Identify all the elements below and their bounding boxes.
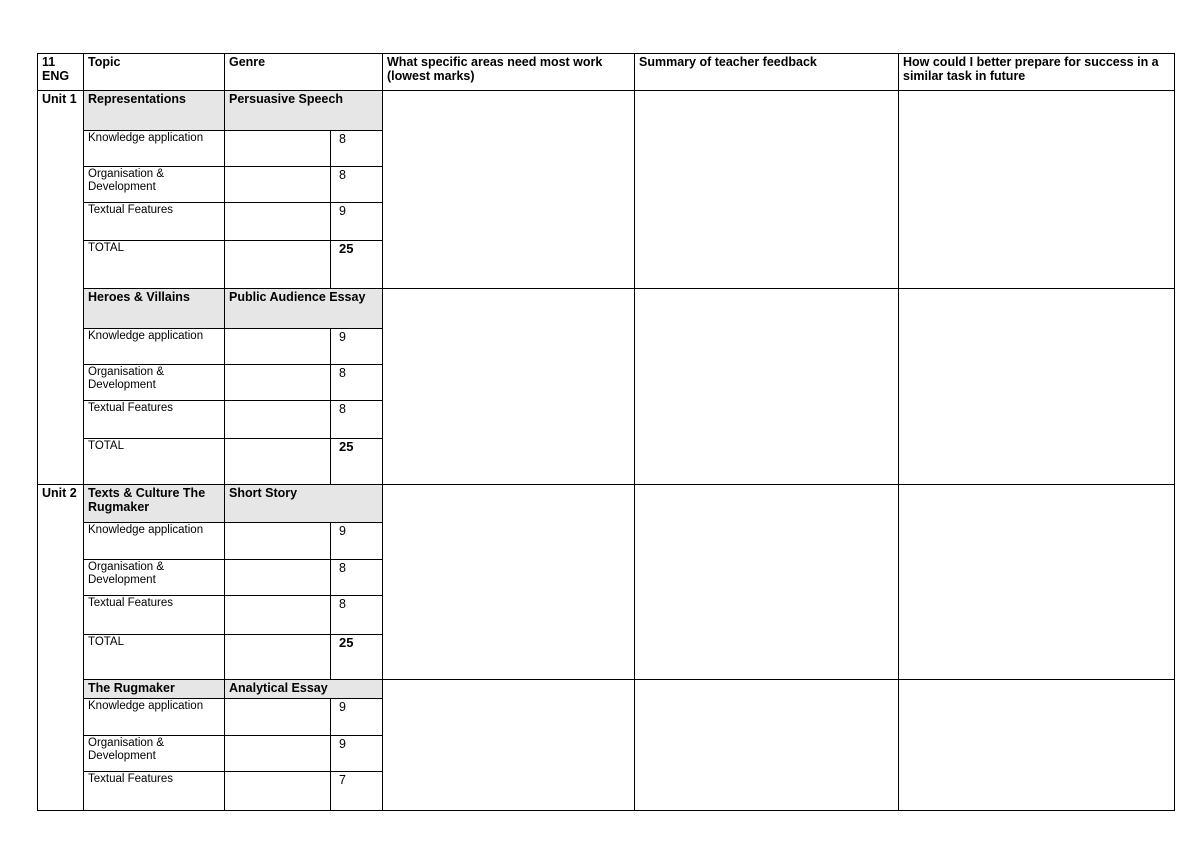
criterion-max: 8 (330, 400, 383, 439)
total-label: TOTAL (83, 634, 225, 680)
student-mark-cell[interactable] (224, 595, 331, 635)
criterion-name: Organisation & Development (83, 559, 225, 596)
total-label: TOTAL (83, 438, 225, 485)
task-topic: Texts & Culture The Rugmaker (83, 484, 225, 523)
criterion-max: 9 (330, 698, 383, 736)
student-total-cell[interactable] (224, 240, 331, 289)
criterion-name: Textual Features (83, 400, 225, 439)
criterion-max: 9 (330, 522, 383, 560)
criterion-name: Organisation & Development (83, 364, 225, 401)
criterion-name: Textual Features (83, 771, 225, 811)
criterion-max: 8 (330, 166, 383, 203)
student-mark-cell[interactable] (224, 202, 331, 241)
criterion-name: Textual Features (83, 202, 225, 241)
student-total-cell[interactable] (224, 634, 331, 680)
criterion-max: 9 (330, 735, 383, 772)
areas-cell[interactable] (382, 90, 635, 289)
areas-cell[interactable] (382, 288, 635, 485)
student-total-cell[interactable] (224, 438, 331, 485)
feedback-cell[interactable] (634, 288, 899, 485)
feedback-cell[interactable] (634, 484, 899, 680)
student-mark-cell[interactable] (224, 698, 331, 736)
reflection-table (37, 53, 1175, 811)
task-topic: Representations (83, 90, 225, 131)
prepare-cell[interactable] (898, 90, 1175, 289)
criterion-max: 8 (330, 364, 383, 401)
criterion-max: 9 (330, 328, 383, 365)
criterion-name: Knowledge application (83, 130, 225, 167)
criterion-max: 9 (330, 202, 383, 241)
student-mark-cell[interactable] (224, 364, 331, 401)
genre-header: Genre (224, 53, 383, 91)
criterion-name: Organisation & Development (83, 735, 225, 772)
feedback-cell[interactable] (634, 90, 899, 289)
criterion-max: 7 (330, 771, 383, 811)
student-mark-cell[interactable] (224, 166, 331, 203)
criterion-name: Knowledge application (83, 522, 225, 560)
task-topic: Heroes & Villains (83, 288, 225, 329)
total-max: 25 (330, 438, 383, 485)
prepare-cell[interactable] (898, 679, 1175, 811)
criterion-name: Knowledge application (83, 328, 225, 365)
prepare-cell[interactable] (898, 288, 1175, 485)
course-header: 11 ENG (37, 53, 84, 91)
student-mark-cell[interactable] (224, 522, 331, 560)
task-genre: Analytical Essay (224, 679, 383, 699)
criterion-name: Textual Features (83, 595, 225, 635)
student-mark-cell[interactable] (224, 328, 331, 365)
areas-cell[interactable] (382, 679, 635, 811)
total-max: 25 (330, 240, 383, 289)
unit-1-label: Unit 1 (37, 90, 84, 485)
prepare-header: How could I better prepare for success in a similar task in future (898, 53, 1175, 91)
criterion-max: 8 (330, 559, 383, 596)
student-mark-cell[interactable] (224, 735, 331, 772)
areas-cell[interactable] (382, 484, 635, 680)
student-mark-cell[interactable] (224, 559, 331, 596)
task-genre: Persuasive Speech (224, 90, 383, 131)
total-max: 25 (330, 634, 383, 680)
prepare-cell[interactable] (898, 484, 1175, 680)
student-mark-cell[interactable] (224, 400, 331, 439)
feedback-cell[interactable] (634, 679, 899, 811)
topic-header: Topic (83, 53, 225, 91)
student-mark-cell[interactable] (224, 771, 331, 811)
criterion-name: Organisation & Development (83, 166, 225, 203)
total-label: TOTAL (83, 240, 225, 289)
task-topic: The Rugmaker (83, 679, 225, 699)
unit-2-label: Unit 2 (37, 484, 84, 811)
task-genre: Public Audience Essay (224, 288, 383, 329)
student-mark-cell[interactable] (224, 130, 331, 167)
criterion-name: Knowledge application (83, 698, 225, 736)
criterion-max: 8 (330, 130, 383, 167)
task-genre: Short Story (224, 484, 383, 523)
criterion-max: 8 (330, 595, 383, 635)
areas-header: What specific areas need most work (lowest marks) (382, 53, 635, 91)
feedback-header: Summary of teacher feedback (634, 53, 899, 91)
